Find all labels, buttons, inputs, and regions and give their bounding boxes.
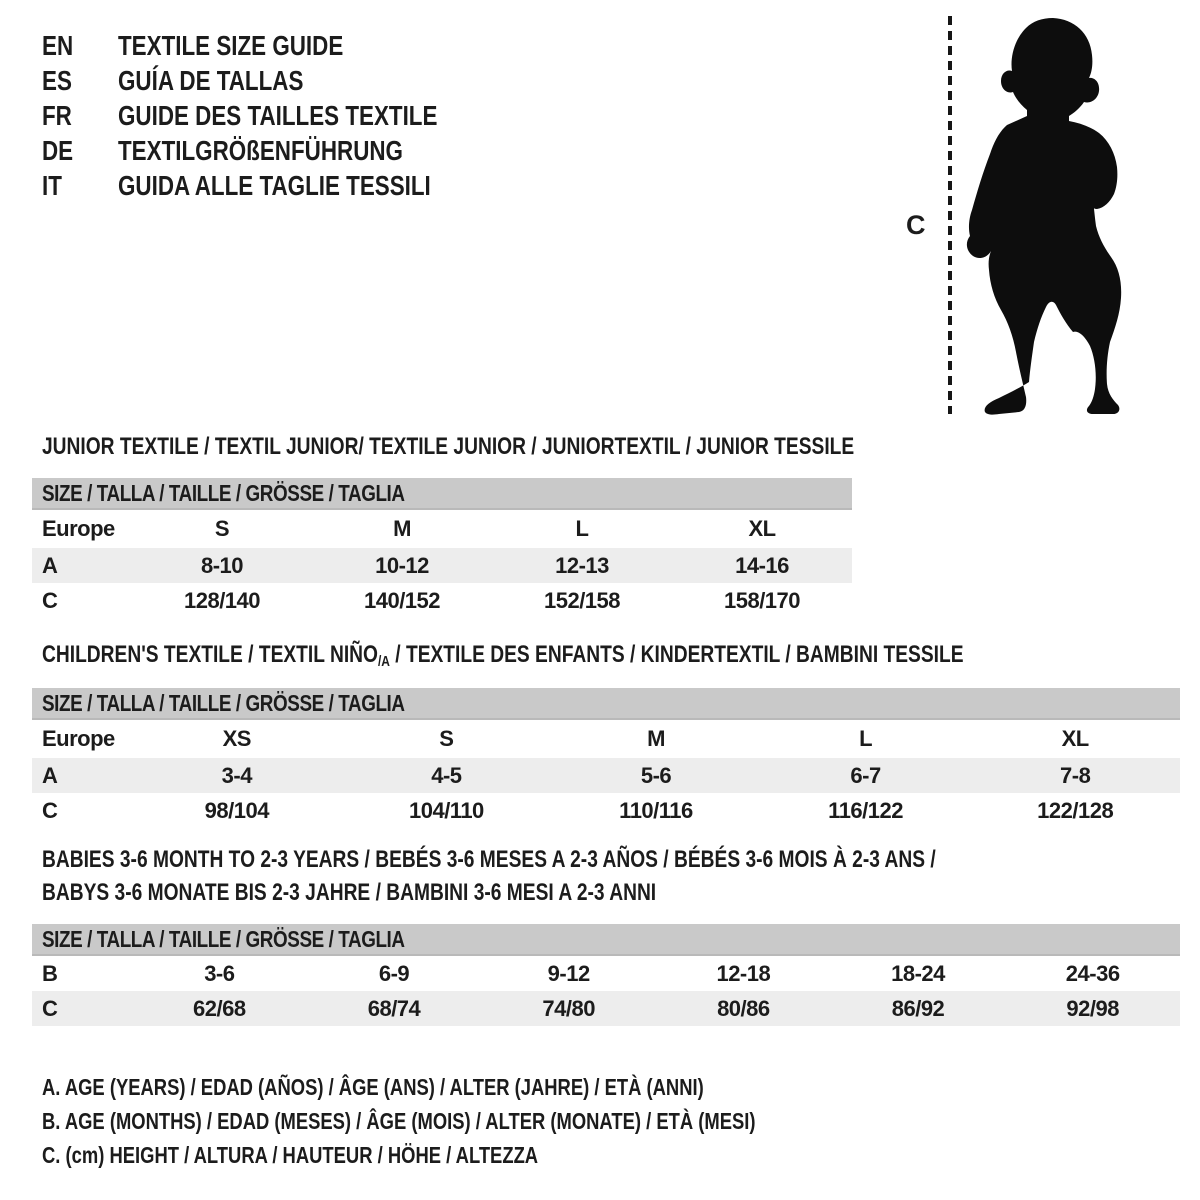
size-header-label: SIZE / TALLA / TAILLE / GRÖSSE / TAGLIA xyxy=(42,479,405,506)
row-label: B xyxy=(42,960,58,986)
data-cell: 62/68 xyxy=(193,995,246,1021)
legend xyxy=(42,1070,934,1172)
data-cell: 80/86 xyxy=(717,995,770,1021)
data-cell: 3-4 xyxy=(221,762,252,788)
data-cell: 7-8 xyxy=(1060,762,1091,788)
data-cell: 18-24 xyxy=(891,960,945,986)
row-label: A xyxy=(42,552,58,578)
size-header-band xyxy=(32,924,1180,956)
table-row xyxy=(32,583,852,618)
data-cell: 8-10 xyxy=(200,552,244,578)
size-cell: XL xyxy=(748,516,776,541)
size-header-band xyxy=(32,478,852,510)
data-cell: 5-6 xyxy=(640,762,672,788)
data-cell: 4-5 xyxy=(431,762,462,788)
region-label: Europe xyxy=(42,516,115,541)
babies-title-line1: BABIES 3-6 MONTH TO 2-3 YEARS / BEBÉS 3-6 MESES A 2-3 AÑOS / BÉBÉS 3-6 MOIS À 2-3 ANS / xyxy=(42,846,936,873)
data-cell: 104/110 xyxy=(408,797,484,823)
legend-line-age-years: A. AGE (YEARS) / EDAD (AÑOS) / ÂGE (ANS) / ALTER (JAHRE) / ETÀ (ANNI) xyxy=(42,1074,704,1100)
data-cell: 92/98 xyxy=(1066,995,1119,1021)
size-cell: L xyxy=(859,726,873,751)
row-label: C xyxy=(42,995,58,1021)
data-cell: 14-16 xyxy=(735,552,789,578)
baby-silhouette-icon xyxy=(963,16,1133,418)
language-code: IT xyxy=(42,170,62,201)
data-cell: 86/92 xyxy=(891,995,945,1021)
data-cell: 140/152 xyxy=(363,587,441,613)
language-label: GUIDE DES TAILLES TEXTILE xyxy=(118,100,438,131)
section-title-junior: JUNIOR TEXTILE / TEXTIL JUNIOR/ TEXTILE JUNIOR / JUNIORTEXTIL / JUNIOR TESSILE xyxy=(42,433,855,460)
region-label: Europe xyxy=(42,726,115,751)
language-row xyxy=(42,168,437,203)
language-code: ES xyxy=(42,65,72,96)
table-row xyxy=(32,793,1180,828)
babies-title-line2: BABYS 3-6 MONATE BIS 2-3 JAHRE / BAMBINI 3-6 MESI A 2-3 ANNI xyxy=(42,879,657,906)
language-label: TEXTILE SIZE GUIDE xyxy=(118,30,344,61)
data-cell: 152/158 xyxy=(543,587,621,613)
size-cell: M xyxy=(647,726,665,751)
data-cell: 6-9 xyxy=(378,960,410,986)
data-cell: 74/80 xyxy=(542,995,595,1021)
legend-line-height-cm: C. (cm) HEIGHT / ALTURA / HAUTEUR / HÖHE / ALTEZZA xyxy=(42,1142,539,1168)
data-cell: 110/116 xyxy=(619,797,693,823)
language-label: TEXTILGRÖßENFÜHRUNG xyxy=(118,135,403,166)
figure-measure-label: C xyxy=(906,210,926,240)
language-row xyxy=(42,98,437,133)
data-cell: 122/128 xyxy=(1037,797,1114,823)
section-title-babies xyxy=(42,843,1159,909)
language-row xyxy=(42,133,437,168)
data-cell: 9-12 xyxy=(547,960,590,986)
size-cell: M xyxy=(393,516,411,541)
data-cell: 98/104 xyxy=(204,797,269,823)
size-header-label: SIZE / TALLA / TAILLE / GRÖSSE / TAGLIA xyxy=(42,689,405,716)
children-title-main: CHILDREN'S TEXTILE / TEXTIL NIÑO xyxy=(42,641,378,668)
junior-size-table xyxy=(32,478,852,618)
data-cell: 68/74 xyxy=(367,995,421,1021)
section-title-children xyxy=(42,638,964,678)
data-cell: 128/140 xyxy=(183,587,261,613)
language-label: GUIDA ALLE TAGLIE TESSILI xyxy=(118,170,431,201)
data-cell: 116/122 xyxy=(828,797,903,823)
legend-line-age-months: B. AGE (MONTHS) / EDAD (MESES) / ÂGE (MOIS) / ALTER (MONATE) / ETÀ (MESI) xyxy=(42,1108,756,1134)
data-cell: 6-7 xyxy=(850,762,881,788)
language-row xyxy=(42,28,437,63)
size-cell: S xyxy=(439,726,454,751)
children-title-sub: /A xyxy=(377,653,390,670)
row-label: C xyxy=(42,797,58,823)
language-code: DE xyxy=(42,135,74,166)
height-measure-line xyxy=(948,16,952,414)
region-row xyxy=(32,720,1180,758)
children-size-table xyxy=(32,688,1180,828)
size-header-label: SIZE / TALLA / TAILLE / GRÖSSE / TAGLIA xyxy=(42,925,405,952)
table-row xyxy=(32,548,852,583)
language-list xyxy=(42,28,437,203)
table-row xyxy=(32,758,1180,793)
row-label: A xyxy=(42,762,58,788)
data-cell: 24-36 xyxy=(1065,960,1120,986)
size-cell: L xyxy=(575,516,589,541)
table-row xyxy=(32,956,1180,991)
table-row xyxy=(32,991,1180,1026)
size-cell: XL xyxy=(1061,726,1089,751)
size-cell: XS xyxy=(222,726,251,751)
data-cell: 12-13 xyxy=(555,552,609,578)
data-cell: 158/170 xyxy=(723,587,801,613)
language-code: EN xyxy=(42,30,74,61)
size-cell: S xyxy=(214,516,230,541)
region-row xyxy=(32,510,852,548)
size-header-band xyxy=(32,688,1180,720)
children-title-rest: / TEXTILE DES ENFANTS / KINDERTEXTIL / BAMBINI TESSILE xyxy=(389,641,964,668)
data-cell: 12-18 xyxy=(716,960,771,986)
row-label: C xyxy=(42,587,58,613)
babies-size-table xyxy=(32,924,1180,1026)
data-cell: 10-12 xyxy=(375,552,429,578)
language-code: FR xyxy=(42,100,72,131)
data-cell: 3-6 xyxy=(204,960,235,986)
language-label: GUÍA DE TALLAS xyxy=(118,65,304,96)
language-row xyxy=(42,63,437,98)
